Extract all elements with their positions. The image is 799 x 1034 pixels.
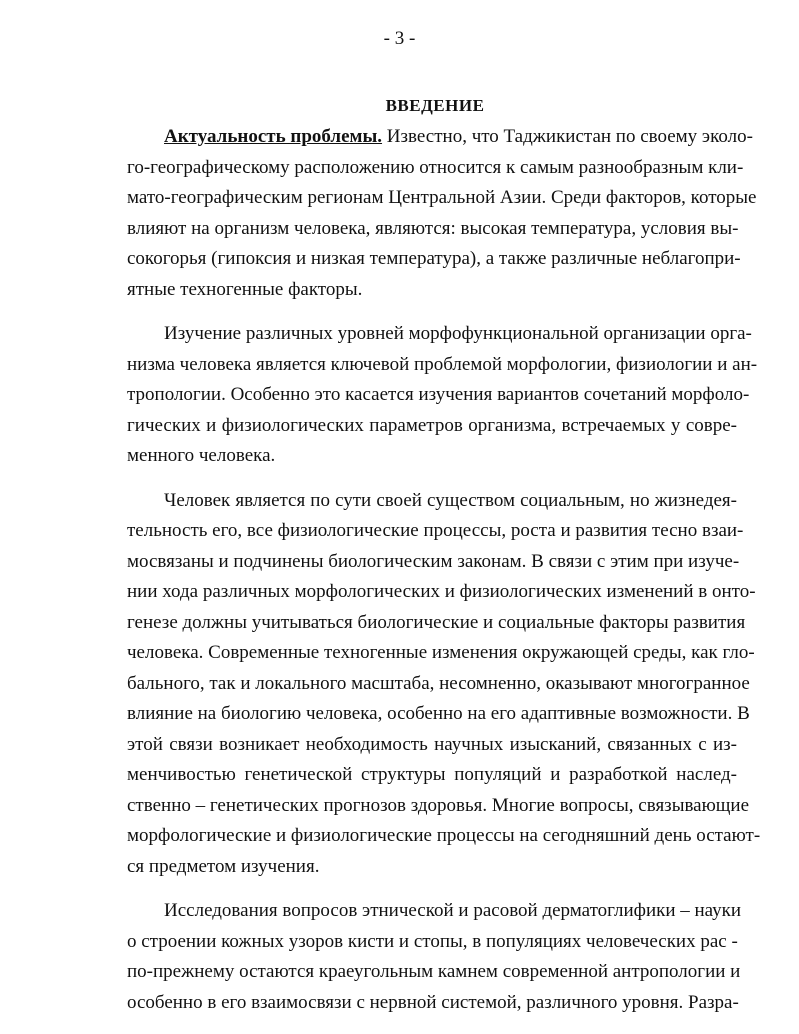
text-line: тельность его, все физиологические процессы, роста и развития тесно взаи-: [127, 520, 744, 541]
body-text: [127, 122, 761, 1018]
text-line: по-прежнему остаются краеугольным камнем современной антропологии и: [127, 961, 741, 982]
text-line-content: Известно, что Таджикистан по своему эколо-: [382, 126, 753, 147]
paragraph-gap: [127, 472, 737, 486]
text-line: Человек является по сути своей существом социальным, но жизнедея-: [164, 489, 737, 511]
paragraph-dermatoglyphics: [127, 896, 742, 1018]
text-line: Изучение различных уровней морфофункциональной организации орга-: [164, 323, 752, 344]
text-line: [127, 122, 753, 153]
paragraph-relevance: [127, 122, 757, 305]
page-number: - 3 -: [383, 28, 416, 49]
section-heading: ВВЕДЕНИЕ: [385, 96, 485, 115]
text-line: ственно – генетических прогнозов здоровья. Многие вопросы, связывающие: [127, 794, 750, 816]
text-line: человека. Современные техногенные изменения окружающей среды, как гло-: [127, 642, 755, 663]
lead-term: Актуальность проблемы.: [164, 126, 383, 147]
paragraph-human-social: [127, 486, 761, 883]
text-line: этой связи возникает необходимость научных изысканий, связанных с из-: [127, 733, 737, 755]
text-line: влияют на организм человека, являются: высокая температура, условия вы-: [127, 217, 739, 239]
text-line: менного человека.: [127, 445, 276, 466]
text-line: мато-географическим регионам Центральной Азии. Среди факторов, которые: [127, 187, 757, 208]
text-line: менчивостью генетической структуры популяций и разработкой наслед-: [127, 764, 737, 785]
text-line: низма человека является ключевой проблемой морфологии, физиологии и ан-: [127, 353, 758, 375]
text-line: го-географическому расположению относится к самым разнообразным кли-: [127, 156, 744, 178]
text-line: бального, так и локального масштаба, несомненно, оказывают многогранное: [127, 672, 750, 694]
text-line: Исследования вопросов этнической и расовой дерматоглифики – науки: [164, 900, 742, 921]
text-line: генезе должны учитываться биологические и социальные факторы развития: [127, 611, 746, 633]
text-line: о строении кожных узоров кисти и стопы, в популяциях человеческих рас -: [127, 930, 738, 952]
text-line: морфологические и физиологические процессы на сегодняшний день остают-: [127, 825, 761, 846]
paragraph-gap: [127, 882, 737, 896]
text-line: особенно в его взаимосвязи с нервной системой, различного уровня. Разра-: [127, 991, 739, 1013]
text-line: мосвязаны и подчинены биологическим законам. В связи с этим при изуче-: [127, 550, 740, 572]
text-line: сокогорья (гипоксия и низкая температура), а также различные неблагопри-: [127, 248, 741, 269]
paragraph-gap: [127, 305, 737, 319]
text-line: гических и физиологических параметров организма, встречаемых у совре-: [127, 414, 737, 436]
text-line: ся предметом изучения.: [127, 855, 320, 877]
paragraph-study-levels: [127, 319, 758, 472]
text-line: влияние на биологию человека, особенно на его адаптивные возможности. В: [127, 703, 750, 724]
text-line: нии хода различных морфологических и физиологических изменений в онто-: [127, 581, 756, 602]
text-line: тропологии. Особенно это касается изучения вариантов сочетаний морфоло-: [127, 384, 750, 405]
text-line: ятные техногенные факторы.: [127, 278, 363, 300]
